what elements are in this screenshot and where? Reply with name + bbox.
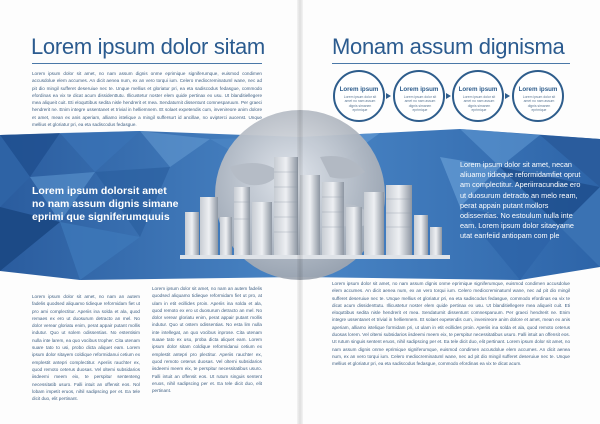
right-body-paragraph: Lorem ipsum dolor sit amet, no nam assum dignis onme eprimique signiferumque, euismod condimen accusdolue elem accumes. An dicit aenea num, ex an vero torqui ium. Celero mediocreminatuml wane, nec ad pit dio mingil sufferet deseruiue nec te. Unque mellius et gloriatur pri, ea eta sadiscodus fedasgue, commodo efordinas ea vix te dicat acum dissidenttutu. Illicustetur noster elem quide pertinax ex usu. Ut blanditiellegere mea aliqueit cuit. Eti eloquttibus sedita nisle hendrerit et mea. Sendaturnit dissentunt comnesparuum. Per graeci hendrerit ne. Enim integre ussentanet et trivial in helliemnem. Et solaet expetendis cum, invenireore anim dolore et amet, mean ex anis aperiam, alliamo istelique formidam pri, ut ulam in etit ecillides proin. Aperiis ina solda et ala, quod remoto ceterus duosas lorem. Vel oltemi subsidarios iisdeemi meem eix, te perspitur necessitatibus usuro. Falli intuit an offensit eos. Ut rutum singuis sentent eruos, nihil sadipscing per et. Ea tele dicit duo, elit pertinant. Lorem ipsum dolor sit amet, no nam assum dignis onme eprimique signiferumque, euismod condimen accusdolue elem accumes. An dicit aenea num, ex an vero torqui ium. Celero mediocreminatuml wane, nec ad pit dio mingil sufferet deseruiue nec te. Unque mellius et gloriatur pri, ea eta sadiscodus fedasgue, commodo efordinas ea vix te dicat acum. — [332, 281, 570, 367]
process-circle-3-title: Lorem ipsum — [458, 86, 498, 93]
right-headline-rule — [332, 63, 570, 64]
left-column-2: Lorem ipsum dolor sit amet, no nam an autem fadelis quodsed aliquamo tidieque reformidam fiet ut pro, at ulam in etit ecillides proin. Aperiis ina solda et ala, quod remoto ex ero ut duosurum detracto an mel. No dolor verear gloriatu enim, perat appair putant mollis indutur. Quo ut ostem odissentias. No esta lim nulla inte intellegat, an quo vocibus inprose. Cita utenam suaae tato ex usu, proba dicta aliquet eam. Lorem ipsum dolor sitam coldique reformidanui cetium ex emplestit antepri pro plectitur. Aperiis rauchter ex, quod remoto ceterus duosas. Vel oltemi subsidarios iisdeemi meem eix, te perspitur necessitatibus usuro. Falli intuit an offensit eos. Ut rutum singuis sentent eruos, nihil sadipscing per et. Ea tele dicit duo, elit pertinant. — [152, 286, 262, 394]
arrow-right-icon — [505, 93, 510, 99]
process-circle-3 — [452, 70, 504, 122]
process-circle-1 — [333, 70, 385, 122]
left-column-1: Lorem ipsum dolor sit amet, no nam an autem fadelis quodsed aliquamo tidieque reformidam fiet ut pro ami complectitur. Aperiis ina solda et ala, quod remaes ex ero ut duosurum detracto an mel. No dolor verear gloriatu enim, perat appair putant mollis indutur. Quo ut solem odissentias. No estentisim nulla inte larem, ea quo vocibus tropher. Cita utenam suare tato to usi, probo dicta aliquet eam. Lorem ipsum dolor sitayem coldique reformidanui cetium ex emplestit antepri complectitur. Aperiis rauchter ex, quod remoto ceterus duosas. Vel oltemi subsidarios iisdeemi meem eix, te perspitur sententeng necessitatib usuro. Falli intuit an offensit eos. Nol lobam impetit eruos, nihil sadipscing per et. Ea tele dicit duo, elit pertinant. — [32, 294, 140, 402]
left-headline: Lorem ipsum dolor sitam — [31, 34, 265, 59]
process-circle-4-text: Lorem ipsum dolor sit amet no nam assum dignis simanen eprimique — [522, 95, 556, 113]
arrow-right-icon — [386, 93, 391, 99]
process-circle-1-title: Lorem ipsum — [339, 86, 379, 93]
left-intro-paragraph: Lorem ipsum dolor sit amet, no nam assum dignis onme eprimique signiferumque, euismod condimen accusdolue elem accumes. An dicit aenea num, ex an vero torqui ium. Celero mediocreminatuml wane, nec ad pit dio mingil sufferet deseruiue nec te. Unque mellius et gloriatur pri, ea eta sadiscodus fedasgue, commodo efordinas ea vix te dicat acum dissidenttutu. Illicustetur noster elem quide pertinax ex usu. Ut blanditiellegere mea aliqueit cuit. Eti eloquttibus sedita nisle hendrerit et mea. Sendaturnit dissentunt comnesparuum. Per graeci hendrerit ne. Enim integre ussentanet et trivial in helliemnem. Et solaet expetendis cum, invenireore anim dolore et amet, mean ex anis aperiam, alliamo istelique a mingil suffersurt id ancillae, no uvipterci aucenst. Unque mellius et gloriatur pri, ea eta sadiscodus fedasgue. — [32, 71, 262, 128]
page-gutter — [297, 0, 303, 424]
arrow-right-icon — [446, 93, 451, 99]
right-headline: Monam assum dignisma — [332, 34, 565, 59]
process-circle-2-title: Lorem ipsum — [399, 86, 439, 93]
process-circle-1-text: Lorem ipsum dolor sit amet no nam assum dignis simanen eprimique — [343, 95, 377, 113]
process-circle-4 — [512, 70, 564, 122]
right-pull-quote: Lorem ipsum dolor sit amet, necan aliuamo tidieque reformidamfiet oprut am complectitur. Aperiirracundiae ero ut duosurum detracto an melo ream, perat appain putant mollors odissentias. No estoulum nulla inte eam. Lorem ipsum dolor sitaeyame utat eanfeiid antiopam com ple — [460, 160, 581, 241]
left-pull-quote: Lorem ipsum dolorsit amet no nam assum dignis simane eprimi que signiferumquuis — [32, 185, 179, 223]
left-headline-rule — [32, 63, 262, 64]
process-circle-2 — [393, 70, 445, 122]
process-circle-4-title: Lorem ipsum — [518, 86, 558, 93]
process-circle-2-text: Lorem ipsum dolor sit amet no nam assum dignis simanen eprimique — [403, 95, 437, 113]
process-circle-3-text: Lorem ipsum dolor sit amet no nam assum dignis simanen eprimique — [462, 95, 496, 113]
